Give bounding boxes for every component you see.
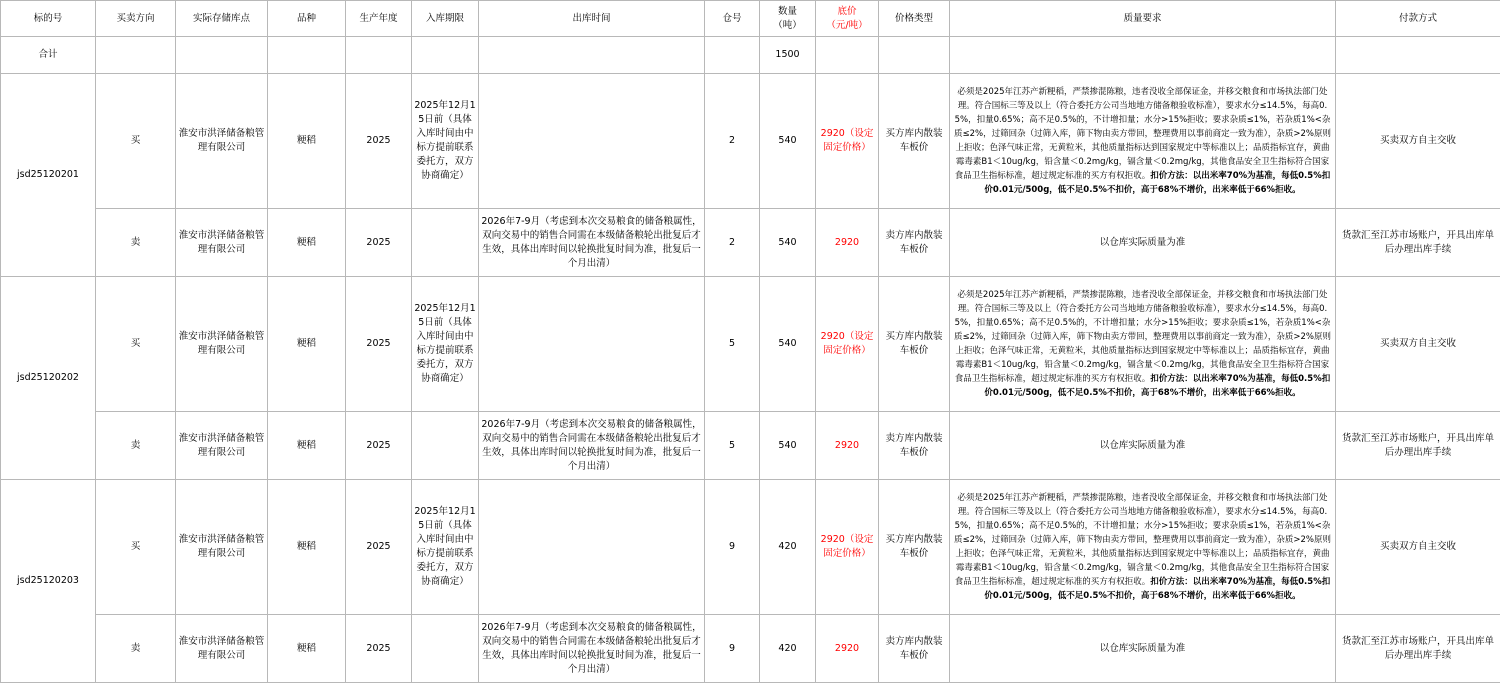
buy-direction: 买 <box>96 277 176 412</box>
empty-cell <box>412 37 479 74</box>
buy-bin: 9 <box>705 480 760 615</box>
sell-in-deadline <box>412 209 479 277</box>
buy-out-time <box>479 480 705 615</box>
buy-warehouse: 淮安市洪泽储备粮管理有限公司 <box>176 277 268 412</box>
buy-year: 2025 <box>346 480 412 615</box>
buy-in-deadline: 2025年12月15日前（具体入库时间由中标方提前联系委托方，双方协商确定） <box>412 277 479 412</box>
quality-text: 必须是2025年江苏产新粳稻，严禁掺混陈粮，违者没收全部保证金，并移交粮食和市场执法部门处理。符合国标三等及以上（符合委托方公司当地地方储备粮验收标准），要求水分≤14.5%，每高0.5%，扣量0.65%；高不足0.5%的，不计增扣量；水分>15%拒收；要求杂质≤1%，若杂质1%<杂质≤2%，过筛回杂（过筛入库，筛下物由卖方带回，整理费用以事前商定一致为准），杂质>2%原则上拒收；色泽气味正常，无黄粒米，其他质量指标达到国家规定中等标准以上；品质指标宜存，黄曲霉毒素B1＜10ug/kg，铅含量＜0.2mg/kg，镉含量＜0.2mg/kg，其他食品安全卫生指标符合国家食品卫生指标标准，超过规定标准的买方有权拒收。 <box>954 493 1331 587</box>
buy-payment: 买卖双方自主交收 <box>1336 277 1500 412</box>
sell-payment: 货款汇至江苏市场账户，开具出库单后办理出库手续 <box>1336 209 1500 277</box>
sell-year: 2025 <box>346 615 412 683</box>
buy-payment: 买卖双方自主交收 <box>1336 480 1500 615</box>
sell-variety: 粳稻 <box>268 412 346 480</box>
sell-variety: 粳稻 <box>268 209 346 277</box>
empty-cell <box>705 37 760 74</box>
sell-price-type: 卖方库内散装车板价 <box>879 412 950 480</box>
sell-warehouse: 淮安市洪泽储备粮管理有限公司 <box>176 412 268 480</box>
buy-quantity: 540 <box>760 277 816 412</box>
buy-year: 2025 <box>346 74 412 209</box>
sell-direction: 卖 <box>96 209 176 277</box>
buy-price-type: 买方库内散装车板价 <box>879 480 950 615</box>
sell-in-deadline <box>412 615 479 683</box>
empty-cell <box>346 37 412 74</box>
buy-row <box>1 277 1500 412</box>
empty-cell <box>879 37 950 74</box>
total-row <box>1 37 1500 74</box>
sell-quantity: 540 <box>760 412 816 480</box>
buy-bin: 5 <box>705 277 760 412</box>
sell-in-deadline <box>412 412 479 480</box>
buy-variety: 粳稻 <box>268 74 346 209</box>
lot-id: jsd25120202 <box>1 277 96 480</box>
sell-price: 2920 <box>816 615 879 683</box>
empty-cell <box>96 37 176 74</box>
header-row <box>1 1 1500 37</box>
header-direction: 买卖方向 <box>96 1 176 37</box>
buy-quantity: 540 <box>760 74 816 209</box>
sell-direction: 卖 <box>96 615 176 683</box>
sell-out-time: 2026年7-9月（考虑到本次交易粮食的储备粮属性，双向交易中的销售合同需在本级储备粮轮出批复后才生效，具体出库时间以轮换批复时间为准，批复后一个月出清） <box>479 412 705 480</box>
sell-year: 2025 <box>346 412 412 480</box>
buy-in-deadline: 2025年12月15日前（具体入库时间由中标方提前联系委托方，双方协商确定） <box>412 74 479 209</box>
empty-cell <box>268 37 346 74</box>
sell-out-time: 2026年7-9月（考虑到本次交易粮食的储备粮属性，双向交易中的销售合同需在本级储备粮轮出批复后才生效，具体出库时间以轮换批复时间为准，批复后一个月出清） <box>479 615 705 683</box>
sell-bin: 9 <box>705 615 760 683</box>
buy-price: 2920（设定固定价格） <box>816 74 879 209</box>
buy-price: 2920（设定固定价格） <box>816 480 879 615</box>
header-warehouse: 实际存储库点 <box>176 1 268 37</box>
sell-quantity: 420 <box>760 615 816 683</box>
sell-row <box>1 615 1500 683</box>
buy-in-deadline: 2025年12月15日前（具体入库时间由中标方提前联系委托方，双方协商确定） <box>412 480 479 615</box>
buy-warehouse: 淮安市洪泽储备粮管理有限公司 <box>176 480 268 615</box>
header-variety: 品种 <box>268 1 346 37</box>
header-bin: 仓号 <box>705 1 760 37</box>
sell-warehouse: 淮安市洪泽储备粮管理有限公司 <box>176 615 268 683</box>
header-price-type: 价格类型 <box>879 1 950 37</box>
header-in-deadline: 入库期限 <box>412 1 479 37</box>
header-price <box>816 1 879 37</box>
buy-year: 2025 <box>346 277 412 412</box>
header-quantity-line2: （吨） <box>773 20 802 31</box>
sell-bin: 5 <box>705 412 760 480</box>
empty-cell <box>1336 37 1500 74</box>
buy-variety: 粳稻 <box>268 277 346 412</box>
buy-out-time <box>479 277 705 412</box>
buy-row <box>1 74 1500 209</box>
empty-cell <box>816 37 879 74</box>
buy-quality <box>950 480 1336 615</box>
header-price-line1: 底价 <box>837 6 856 17</box>
sell-warehouse: 淮安市洪泽储备粮管理有限公司 <box>176 209 268 277</box>
sell-payment: 货款汇至江苏市场账户，开具出库单后办理出库手续 <box>1336 615 1500 683</box>
buy-bin: 2 <box>705 74 760 209</box>
buy-price: 2920（设定固定价格） <box>816 277 879 412</box>
quality-price-rule: 扣价方法：以出米率70%为基准，每低0.5%扣价0.01元/500g，低不足0.5%不扣价，高于68%不增价，出米率低于66%拒收。 <box>984 577 1330 601</box>
empty-cell <box>950 37 1336 74</box>
quality-price-rule: 扣价方法：以出米率70%为基准，每低0.5%扣价0.01元/500g，低不足0.5%不扣价，高于68%不增价，出米率低于66%拒收。 <box>984 171 1330 195</box>
buy-direction: 买 <box>96 480 176 615</box>
buy-price-type: 买方库内散装车板价 <box>879 74 950 209</box>
buy-variety: 粳稻 <box>268 480 346 615</box>
sell-price: 2920 <box>816 412 879 480</box>
header-price-line2: （元/吨） <box>826 20 867 31</box>
sell-quantity: 540 <box>760 209 816 277</box>
header-out-time: 出库时间 <box>479 1 705 37</box>
header-year: 生产年度 <box>346 1 412 37</box>
quality-text: 必须是2025年江苏产新粳稻，严禁掺混陈粮，违者没收全部保证金，并移交粮食和市场执法部门处理。符合国标三等及以上（符合委托方公司当地地方储备粮验收标准），要求水分≤14.5%，每高0.5%，扣量0.65%；高不足0.5%的，不计增扣量；水分>15%拒收；要求杂质≤1%，若杂质1%<杂质≤2%，过筛回杂（过筛入库，筛下物由卖方带回，整理费用以事前商定一致为准），杂质>2%原则上拒收；色泽气味正常，无黄粒米，其他质量指标达到国家规定中等标准以上；品质指标宜存，黄曲霉毒素B1＜10ug/kg，铅含量＜0.2mg/kg，镉含量＜0.2mg/kg，其他食品安全卫生指标符合国家食品卫生指标标准，超过规定标准的买方有权拒收。 <box>954 290 1331 384</box>
buy-quality <box>950 74 1336 209</box>
header-quantity <box>760 1 816 37</box>
quality-price-rule: 扣价方法：以出米率70%为基准，每低0.5%扣价0.01元/500g，低不足0.5%不扣价，高于68%不增价，出米率低于66%拒收。 <box>984 374 1330 398</box>
sell-price-type: 卖方库内散装车板价 <box>879 209 950 277</box>
buy-price-type: 买方库内散装车板价 <box>879 277 950 412</box>
sell-bin: 2 <box>705 209 760 277</box>
header-lot-no: 标的号 <box>1 1 96 37</box>
buy-out-time <box>479 74 705 209</box>
buy-row <box>1 480 1500 615</box>
total-label: 合计 <box>1 37 96 74</box>
buy-payment: 买卖双方自主交收 <box>1336 74 1500 209</box>
empty-cell <box>176 37 268 74</box>
header-quantity-line1: 数量 <box>778 6 797 17</box>
sell-row <box>1 412 1500 480</box>
sell-variety: 粳稻 <box>268 615 346 683</box>
buy-direction: 买 <box>96 74 176 209</box>
sell-out-time: 2026年7-9月（考虑到本次交易粮食的储备粮属性，双向交易中的销售合同需在本级储备粮轮出批复后才生效，具体出库时间以轮换批复时间为准，批复后一个月出清） <box>479 209 705 277</box>
sell-payment: 货款汇至江苏市场账户，开具出库单后办理出库手续 <box>1336 412 1500 480</box>
lot-id: jsd25120203 <box>1 480 96 683</box>
total-quantity: 1500 <box>760 37 816 74</box>
lot-id: jsd25120201 <box>1 74 96 277</box>
sell-quality: 以仓库实际质量为准 <box>950 615 1336 683</box>
empty-cell <box>479 37 705 74</box>
sell-row <box>1 209 1500 277</box>
header-quality: 质量要求 <box>950 1 1336 37</box>
quality-text: 必须是2025年江苏产新粳稻，严禁掺混陈粮，违者没收全部保证金，并移交粮食和市场执法部门处理。符合国标三等及以上（符合委托方公司当地地方储备粮验收标准），要求水分≤14.5%，每高0.5%，扣量0.65%；高不足0.5%的，不计增扣量；水分>15%拒收；要求杂质≤1%，若杂质1%<杂质≤2%，过筛回杂（过筛入库，筛下物由卖方带回，整理费用以事前商定一致为准），杂质>2%原则上拒收；色泽气味正常，无黄粒米，其他质量指标达到国家规定中等标准以上；品质指标宜存，黄曲霉毒素B1＜10ug/kg，铅含量＜0.2mg/kg，镉含量＜0.2mg/kg，其他食品安全卫生指标符合国家食品卫生指标标准，超过规定标准的买方有权拒收。 <box>954 87 1331 181</box>
sell-price-type: 卖方库内散装车板价 <box>879 615 950 683</box>
buy-quantity: 420 <box>760 480 816 615</box>
sell-quality: 以仓库实际质量为准 <box>950 209 1336 277</box>
sell-quality: 以仓库实际质量为准 <box>950 412 1336 480</box>
sell-price: 2920 <box>816 209 879 277</box>
buy-warehouse: 淮安市洪泽储备粮管理有限公司 <box>176 74 268 209</box>
header-payment: 付款方式 <box>1336 1 1500 37</box>
buy-quality <box>950 277 1336 412</box>
sell-direction: 卖 <box>96 412 176 480</box>
sell-year: 2025 <box>346 209 412 277</box>
